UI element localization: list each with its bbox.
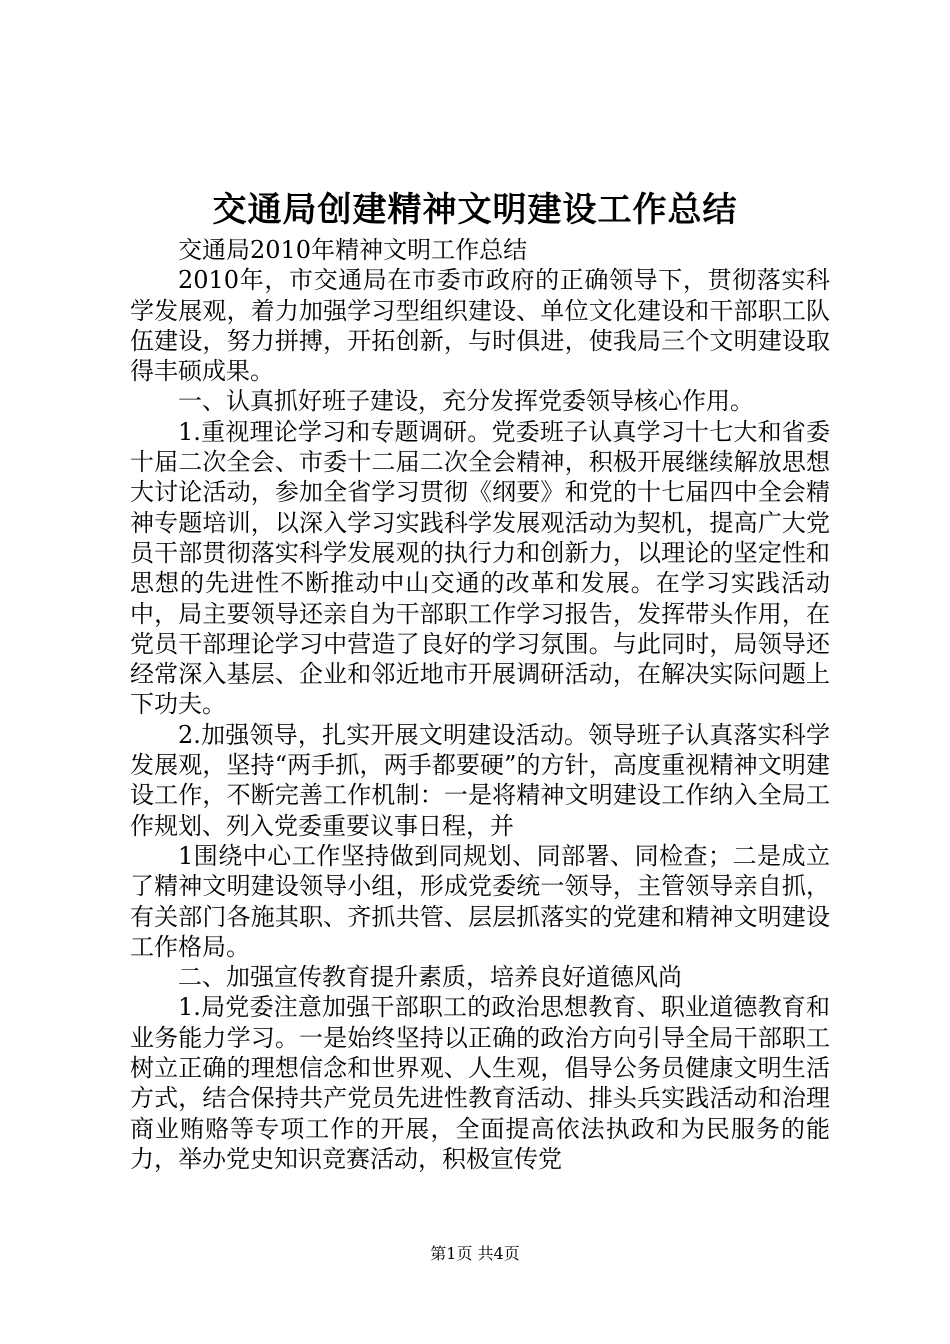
paragraph: 一、认真抓好班子建设，充分发挥党委领导核心作用。 [178, 387, 754, 416]
paragraph: 1.重视理论学习和专题调研。党委班子认真学习十七大和省委十届二次全会、市委十二届二次全会精神，积极开展继续解放思想大讨论活动，参加全省学习贯彻《纲要》和党的十七届四中全会精神专题培训，以深入学习实践科学发展观活动为契机，提高广大党员干部贯彻落实科学发展观的执行力和创新力，以理论的坚定性和思想的先进性不断推动中山交通的改革和发展。在学习实践活动中，局主要领导还亲自为干部职工作学习报告，发挥带头作用，在党员干部理论学习中营造了良好的学习氛围。与此同时，局领导还经常深入基层、企业和邻近地市开展调研活动，在解决实际问题上下功夫。 [130, 417, 830, 719]
document-title: 交通局创建精神文明建设工作总结 [212, 190, 738, 230]
paragraph: 1围绕中心工作坚持做到同规划、同部署、同检查；二是成立了精神文明建设领导小组，形成党委统一领导，主管领导亲自抓，有关部门各施其职、齐抓共管、层层抓落实的党建和精神文明建设工作格局。 [130, 841, 830, 961]
paragraph: 2010年，市交通局在市委市政府的正确领导下，贯彻落实科学发展观，着力加强学习型组织建设、单位文化建设和干部职工队伍建设，努力拼搏，开拓创新，与时俱进，使我局三个文明建设取得丰硕成果。 [130, 266, 830, 386]
document-body [130, 235, 830, 1174]
paragraph: 2.加强领导，扎实开展文明建设活动。领导班子认真落实科学发展观，坚持“两手抓，两手都要硬”的方针，高度重视精神文明建设工作，不断完善工作机制：一是将精神文明建设工作纳入全局工作规划、列入党委重要议事日程，并 [130, 720, 830, 840]
paragraph: 交通局2010年精神文明工作总结 [178, 236, 528, 264]
paragraph: 1.局党委注意加强干部职工的政治思想教育、职业道德教育和业务能力学习。一是始终坚持以正确的政治方向引导全局干部职工树立正确的理想信念和世界观、人生观，倡导公务员健康文明生活方式，结合保持共产党员先进性教育活动、排头兵实践活动和治理商业贿赂等专项工作的开展，全面提高依法执政和为民服务的能力，举办党史知识竞赛活动，积极宣传党 [130, 993, 830, 1173]
paragraph: 二、加强宣传教育提升素质，培养良好道德风尚 [178, 963, 682, 992]
page-footer: 第1页 共4页 [430, 1244, 520, 1263]
